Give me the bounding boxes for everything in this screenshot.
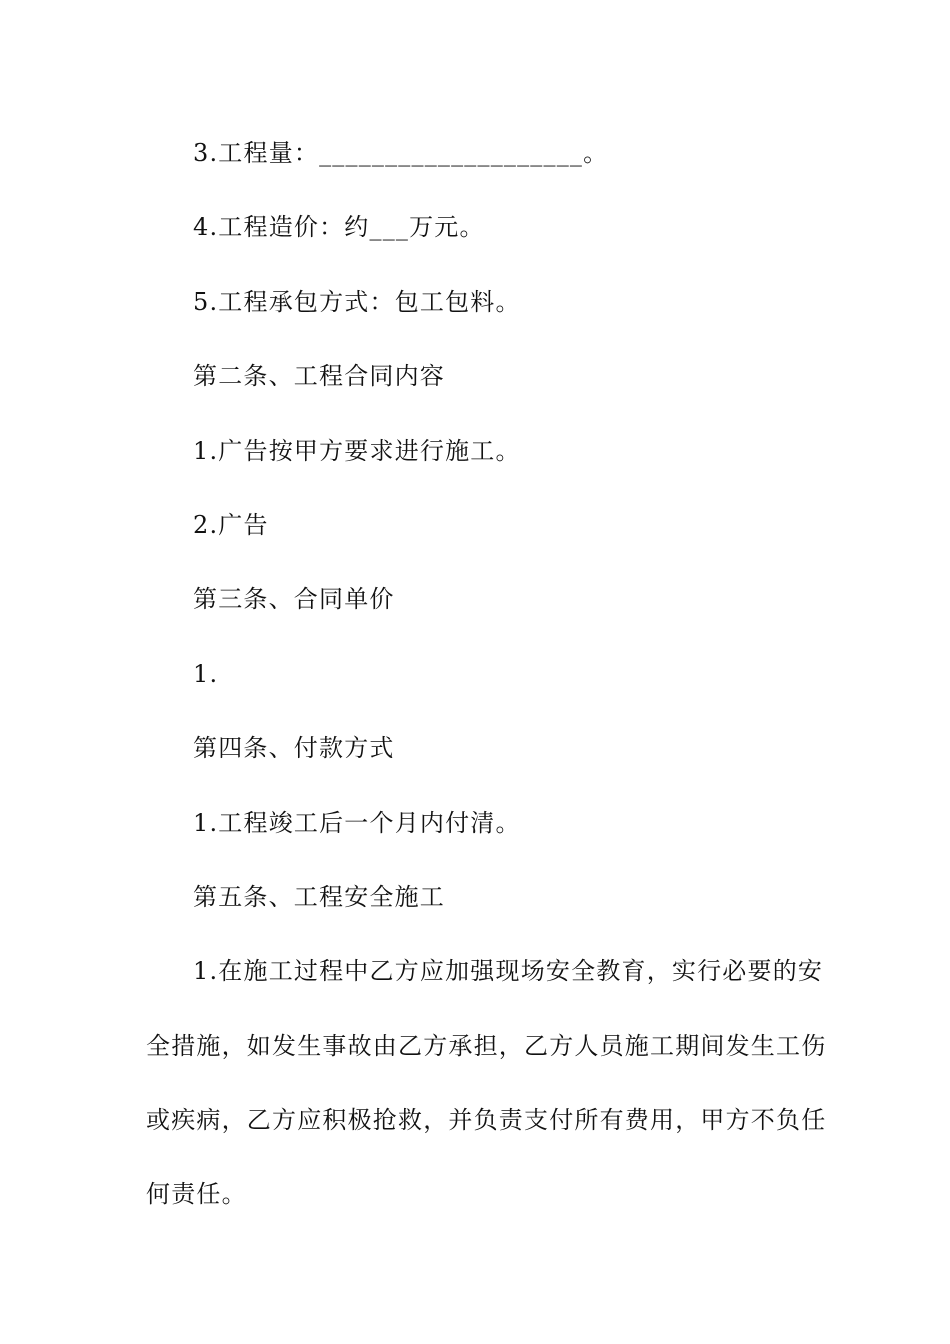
clause-3-heading: 第三条、合同单价 (193, 585, 395, 614)
clause-4-item-1: 1.工程竣工后一个月内付清。 (193, 808, 521, 837)
clause-5-item-1-line-4: 何责任。 (146, 1180, 247, 1209)
document-body (146, 128, 827, 1244)
clause-5-heading: 第五条、工程安全施工 (193, 882, 445, 911)
clause-1-item-4: 4.工程造价：约___万元。 (193, 213, 485, 242)
clause-2-heading: 第二条、工程合同内容 (193, 362, 445, 391)
clause-4-heading: 第四条、付款方式 (193, 734, 395, 763)
clause-5-item-1-line-3: 或疾病，乙方应积极抢救，并负责支付所有费用，甲方不负任 (146, 1106, 827, 1135)
clause-5-item-1-line-1: 1.在施工过程中乙方应加强现场安全教育，实行必要的安 (193, 957, 824, 986)
clause-2-item-1: 1.广告按甲方要求进行施工。 (193, 436, 521, 465)
clause-5-item-1-line-2: 全措施，如发生事故由乙方承担，乙方人员施工期间发生工伤 (146, 1031, 827, 1060)
clause-3-item-1: 1. (193, 659, 219, 688)
clause-1-item-3: 3.工程量：____________________。 (193, 139, 609, 167)
clause-2-item-2: 2.广告 (193, 510, 269, 539)
clause-1-item-5: 5.工程承包方式：包工包料。 (193, 287, 521, 316)
